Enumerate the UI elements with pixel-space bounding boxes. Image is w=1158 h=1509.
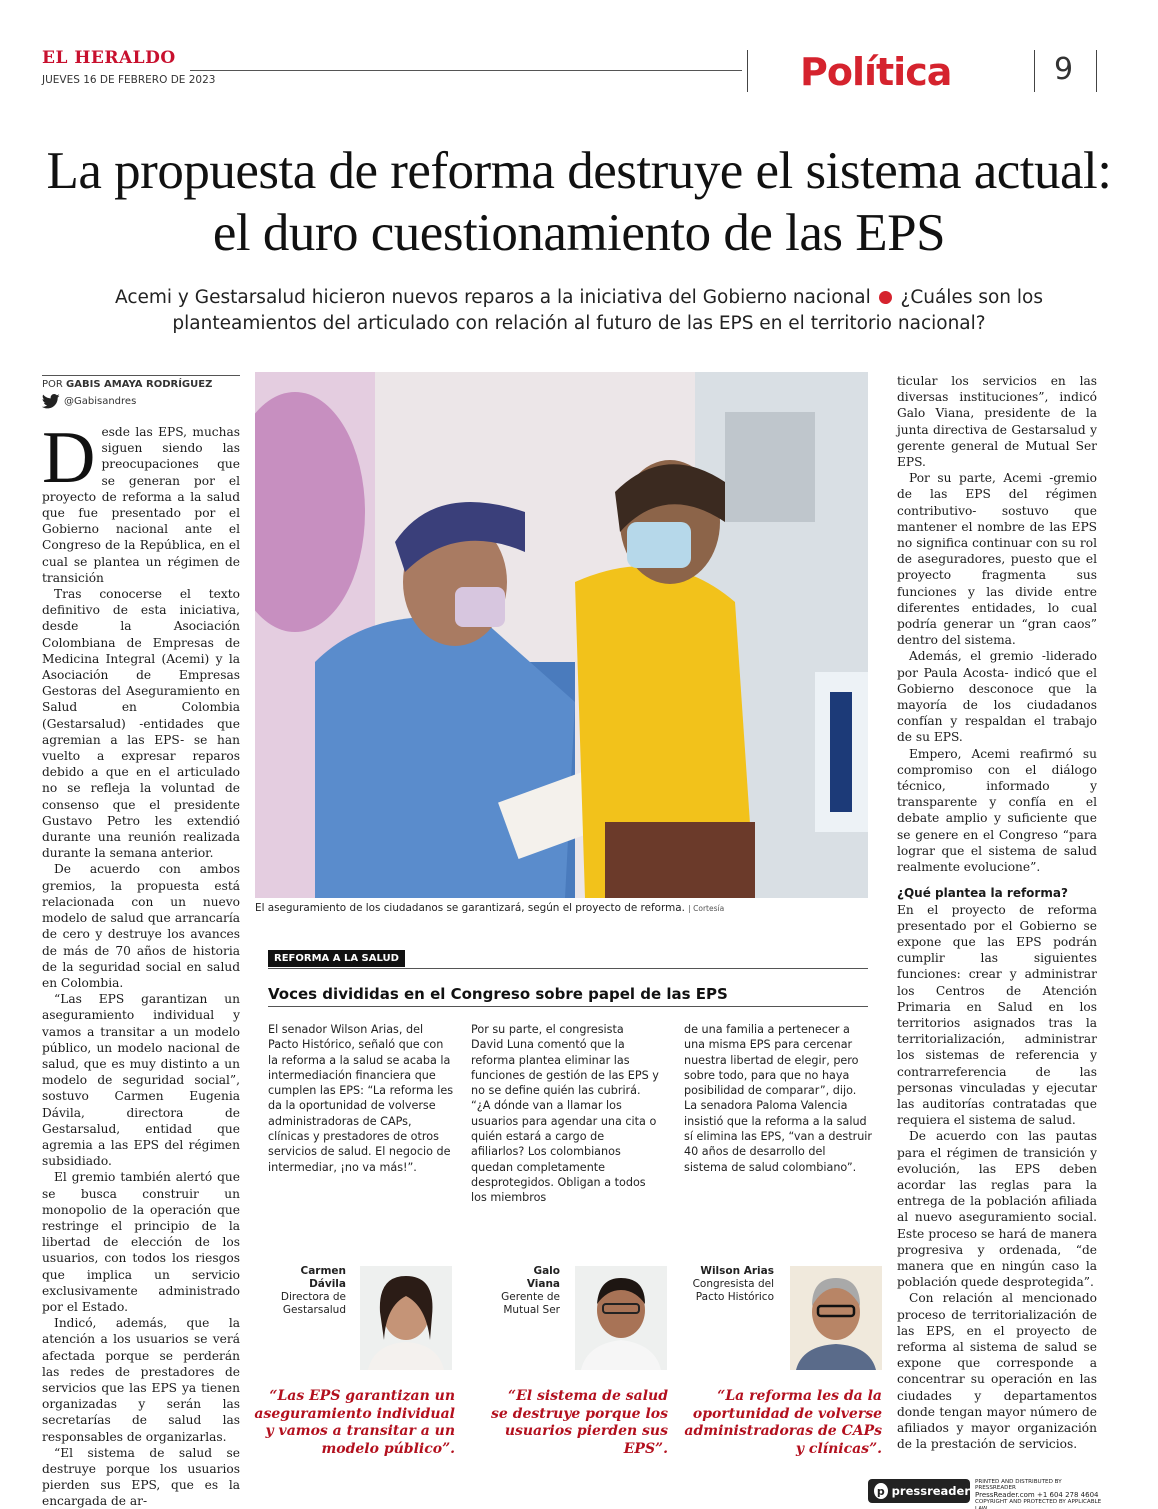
paragraph: Tras conocerse el texto definitivo de esta iniciativa, desde la Asociación Colombiana de Empresas de Medicina Integral (Acemi) y la Asociación de Empresas Gestoras del Aseguramiento en Salud en Colombia (Gestarsalud) -entidades que agremian a las EPS- se han vuelto a expresar reparos debido a que en el articulado no se refleja la voluntad de consenso que el presidente Gustavo Petro les extendió durante una reunión realizada durante la semana anterior. xyxy=(42,587,240,861)
photo-credit: | Cortesía xyxy=(688,904,725,913)
masthead xyxy=(42,48,215,86)
paragraph: “El sistema de salud se destruye porque los usuarios pierden sus EPS, que es la encargada de ar- xyxy=(42,1445,240,1509)
paragraph: “Las EPS garantizan un aseguramiento individual y vamos a transitar a un modelo público, un modelo nacional de salud, que es muy distinto a un modelo de seguridad social”, sostuvo Carmen Eugenia Dávila, directora de Gestarsalud, entidad que agremia a las EPS del régimen subsidiado. xyxy=(42,992,240,1169)
deck-part-2: ¿Cuáles son los planteamientos del articulado con relación al futuro de las EPS en el territorio nacional? xyxy=(172,287,1043,334)
twitter-bird-icon xyxy=(42,394,60,409)
pull-quote-arias: “La reforma les da la oportunidad de volverse administradoras de CAPs y clínicas”. xyxy=(684,1388,882,1457)
box-column-1: El senador Wilson Arias, del Pacto Histórico, señaló que con la reforma a la salud se acaba la intermediación financiera que cumplen las EPS: “La reforma les da la oportunidad de volverse administradoras de CAPs, clínicas y prestadores de otros servicios de salud. El negocio de intermediar, ¡no va más!”. xyxy=(268,1023,454,1174)
pressreader-icon: p xyxy=(874,1483,888,1499)
twitter-handle: @Gabisandres xyxy=(64,396,137,407)
box-title: Voces divididas en el Congreso sobre papel de las EPS xyxy=(268,985,728,1003)
paragraph: Además, el gremio -liderado por Paula Acosta- indicó que el Gobierno desconoce que la mayoría de los ciudadanos confían y respaldan el trabajo de su EPS. xyxy=(897,649,1097,745)
box-rule xyxy=(268,968,868,969)
person-label-davila: Carmen Dávila Directora de Gestarsalud xyxy=(280,1265,346,1316)
newspaper-logo: EL HERALDO xyxy=(42,48,176,68)
twitter-line xyxy=(42,394,240,409)
paragraph: En el proyecto de reforma presentado por el Gobierno se expone que las EPS podrán cumplir las siguientes funciones: crear y administrar los Centros de Atención Primaria en Salud en los territorios asignados tras la territorialización, administrar los sistemas de referencia y contrarreferencia de las personas vinculadas y ejecutar las auditorías contratadas que requiera el sistema de salud. xyxy=(897,902,1097,1128)
portrait-viana xyxy=(575,1266,667,1370)
photo-caption: El aseguramiento de los ciudadanos se garantizará, según el proyecto de reforma. | Cortesía xyxy=(255,902,725,914)
divider xyxy=(1096,50,1097,92)
issue-date: JUEVES 16 DE FEBRERO DE 2023 xyxy=(42,74,216,86)
pressreader-logo[interactable]: p pressreader xyxy=(868,1479,970,1503)
author-name: GABIS AMAYA RODRÍGUEZ xyxy=(66,379,213,390)
section-title: Política xyxy=(800,50,952,94)
subhead: ¿Qué plantea la reforma? xyxy=(897,886,1068,901)
drop-cap: D xyxy=(42,417,96,499)
paragraph: ticular los servicios en las diversas instituciones”, indicó Galo Viana, presidente de la junta directiva de Gestarsalud y gerente general de Mutual Ser EPS. xyxy=(897,374,1097,470)
paragraph: El gremio también alertó que se busca construir un monopolio de la operación que restringe el principio de la libertad de elección de los usuarios, con todos los riesgos que implica un servicio exclusivamente administrado por el Estado. xyxy=(42,1170,240,1314)
article-column-3 xyxy=(897,373,1097,1452)
divider xyxy=(1034,50,1035,92)
box-rule xyxy=(268,1006,868,1007)
paragraph: Desde las EPS, muchas siguen siendo las preocupaciones que se generan por el proyecto de reforma a la salud que fue presentado por el Gobierno nacional ante el Congreso de la República, en el cual se plantea un régimen de transición xyxy=(42,417,240,585)
pressreader-info: PRINTED AND DISTRIBUTED BY PRESSREADER PressReader.com +1 604 278 4604 COPYRIGHT AND PROTECTED BY APPLICABLE LAW xyxy=(975,1479,1102,1509)
paragraph: Empero, Acemi reafirmó su compromiso con el diálogo técnico, informado y transparente y confía en el debate amplio y suficiente que se genere en el Congreso “para lograr que el sistema de salud realmente evolucione”. xyxy=(897,746,1097,875)
pull-quote-davila: “Las EPS garantizan un aseguramiento individual y vamos a transitar a un modelo público”. xyxy=(254,1388,455,1457)
article-column-1 xyxy=(42,417,240,1509)
page-number: 9 xyxy=(1054,52,1074,87)
portrait-davila xyxy=(360,1266,452,1370)
pull-quote-viana: “El sistema de salud se destruye porque los usuarios pierden sus EPS”. xyxy=(491,1388,668,1457)
deck-part-1: Acemi y Gestarsalud hicieron nuevos reparos a la iniciativa del Gobierno nacional xyxy=(115,287,871,308)
nurse-patient-photo xyxy=(255,372,868,898)
paragraph: Por su parte, Acemi -gremio de las EPS del régimen contributivo- sostuvo que mantener el nombre de las EPS no significa continuar con su rol de aseguradores, puesto que el proyecto fragmenta sus funciones y las divide entre diferentes entidades, lo cual podría generar un “gran caos” dentro del sistema. xyxy=(897,471,1097,648)
byline-por: POR xyxy=(42,379,63,390)
masthead-rule xyxy=(190,70,742,71)
box-tag: REFORMA A LA SALUD xyxy=(268,950,405,967)
box-column-3: de una familia a pertenecer a una misma EPS para cercenar nuestra libertad de elegir, pero sobre todo, para que no haya posibilidad de comparar”, dijo. La senadora Paloma Valencia insistió que la reforma a la salud sí elimina las EPS, “van a destruir 40 años de desarrollo del sistema de salud colombiano”. xyxy=(684,1023,873,1174)
person-label-arias: Wilson Arias Congresista del Pacto Histórico xyxy=(692,1265,774,1303)
paragraph: De acuerdo con ambos gremios, la propuesta está relacionada con un nuevo modelo de salud que arrancaría de cero y destruye los avances de más de 70 años de historia de la seguridad social en salud en Colombia. xyxy=(42,862,240,990)
paragraph: Indicó, además, que la atención a los usuarios se verá afectada porque se perderán las redes de prestadores de servicios que las EPS ya tienen organizadas y serán las secretarías de salud las responsables de organizarlas. xyxy=(42,1316,240,1444)
main-photo xyxy=(255,372,868,898)
paragraph: De acuerdo con las pautas para el régimen de transición y evolución, las EPS deben acordar las reglas para la entrega de la población afiliada al nuevo aseguramiento social. Este proceso se hará de manera progresiva y ordenada, “de manera que en ningún caso la población quede desprotegida”. xyxy=(897,1129,1097,1290)
bullet-dot-icon xyxy=(879,291,892,304)
box-column-2: Por su parte, el congresista David Luna comentó que la reforma plantea eliminar las funciones de gestión de las EPS y no se define quién las cubrirá. “¿A dónde van a llamar los usuarios para agendar una cita o quién estará a cargo de afiliarlos? Los colombianos quedan completamente desprotegidos. Obligan a todos los miembros xyxy=(471,1023,659,1205)
paragraph: Con relación al mencionado proceso de territorialización de las EPS, en el proyecto de reforma al sistema de salud se expone que corresponde a concentrar su operación en las ciudades y departamentos donde tengan mayor número de afiliados y mayor organización de la prestación de servicios. xyxy=(897,1291,1097,1452)
deck xyxy=(40,285,1118,337)
headline: La propuesta de reforma destruye el sistema actual: el duro cuestionamiento de las EPS xyxy=(46,142,1112,262)
byline xyxy=(42,375,240,409)
divider xyxy=(747,50,748,92)
portrait-arias xyxy=(790,1266,882,1370)
person-label-viana: Galo Viana Gerente de Mutual Ser xyxy=(501,1265,560,1316)
